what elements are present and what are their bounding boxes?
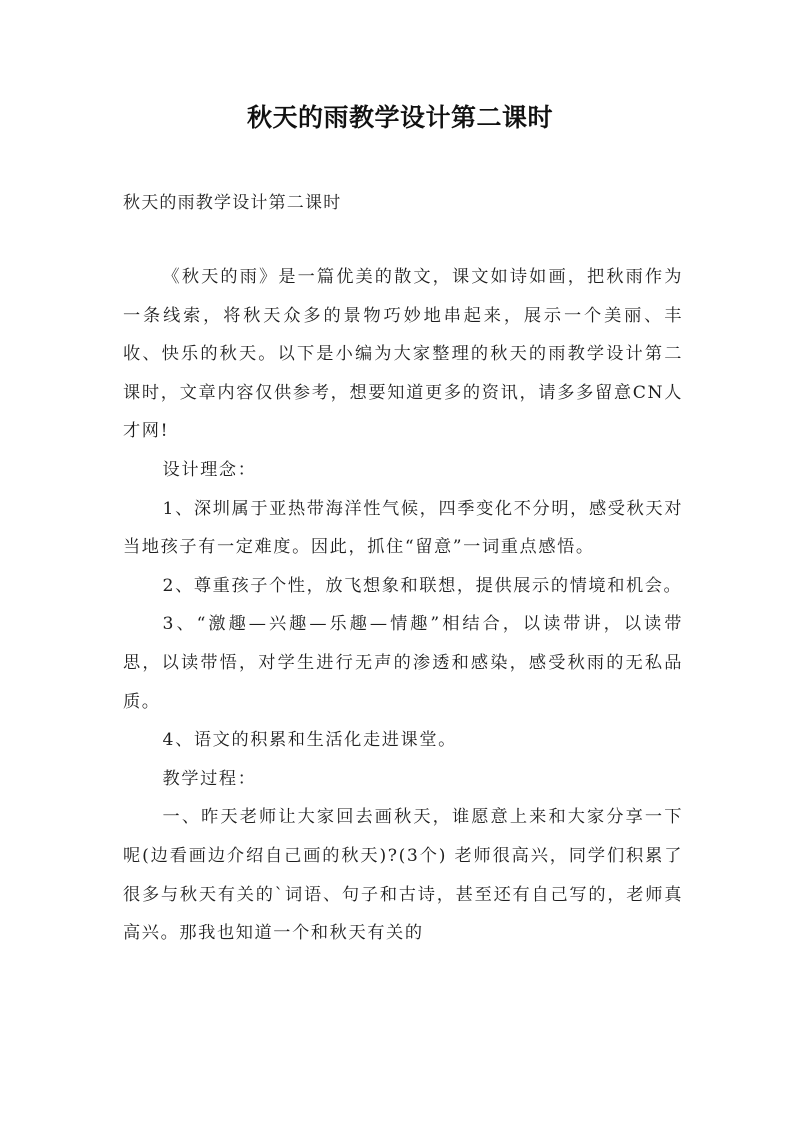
paragraph-design-concept-heading: 设计理念： [162, 459, 257, 480]
paragraph-concept-4: 4、语文的积累和生活化走进课堂。 [162, 730, 457, 751]
paragraph-concept-2: 2、尊重孩子个性，放飞想象和联想，提供展示的情境和机会。 [162, 575, 683, 596]
document-body [123, 258, 683, 953]
document-subtitle: 秋天的雨教学设计第二课时 [123, 193, 342, 213]
paragraph-concept-1: 1、深圳属于亚热带海洋性气候，四季变化不分明，感受秋天对当地孩子有一定难度。因此，抓住“留意”一词重点感悟。 [123, 498, 683, 558]
paragraph-concept-3: 3、“激趣—兴趣—乐趣—情趣”相结合，以读带讲，以读带思，以读带悟，对学生进行无声的渗透和感染，感受秋雨的无私品质。 [123, 614, 683, 712]
paragraph-process-heading: 教学过程： [162, 768, 257, 789]
paragraph-intro: 《秋天的雨》是一篇优美的散文，课文如诗如画，把秋雨作为一条线索，将秋天众多的景物巧妙地串起来，展示一个美丽、丰收、快乐的秋天。以下是小编为大家整理的秋天的雨教学设计第二课时，文章内容仅供参考，想要知道更多的资讯，请多多留意CN人才网! [123, 267, 683, 442]
document-title: 秋天的雨教学设计第二课时 [246, 103, 553, 132]
paragraph-process-step-1: 一、昨天老师让大家回去画秋天，谁愿意上来和大家分享一下呢(边看画边介绍自己画的秋天)?(3个) 老师很高兴，同学们积累了很多与秋天有关的`词语、句子和古诗，甚至还有自己写的，老师真高兴。那我也知道一个和秋天有关的 [123, 807, 683, 944]
